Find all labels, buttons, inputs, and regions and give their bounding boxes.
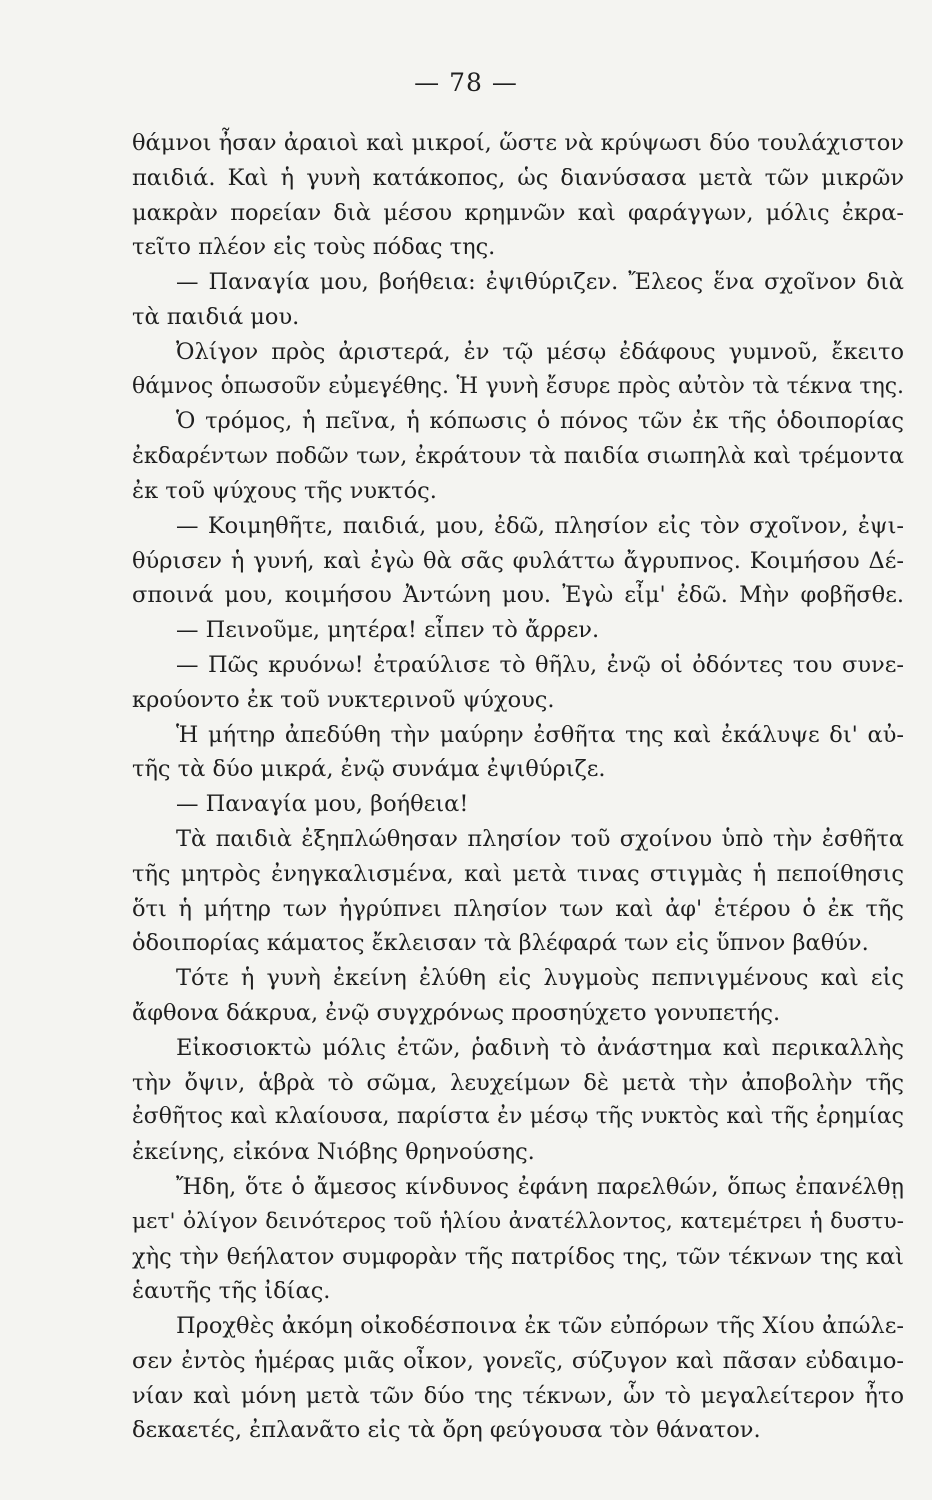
text-line: ἐκ τοῦ ψύχους τῆς νυκτός. bbox=[132, 477, 437, 504]
text-line: τῆς μητρὸς ἐνηγκαλισμένα, καὶ μετὰ τινας στιγμὰς ἡ πεποίθησις bbox=[132, 860, 904, 887]
text-line: σεν ἐντὸς ἡμέρας μιᾶς οἶκον, γονεῖς, σύζυγον καὶ πᾶσαν εὐδαιμο- bbox=[132, 1347, 904, 1374]
page-number: — 78 — bbox=[414, 68, 518, 97]
text-line: Ὀλίγον πρὸς ἀριστερά, ἐν τῷ μέσῳ ἐδάφους γυμνοῦ, ἔκειτο bbox=[176, 338, 904, 365]
text-line: παιδιά. Καὶ ἡ γυνὴ κατάκοπος, ὡς διανύσασα μετὰ τῶν μικρῶν bbox=[132, 164, 904, 191]
text-line: νίαν καὶ μόνη μετὰ τῶν δύο της τέκνων, ὧν τὸ μεγαλείτερον ἦτο bbox=[132, 1382, 904, 1409]
text-line: Ὁ τρόμος, ἡ πεῖνα, ἡ κόπωσις ὁ πόνος τῶν ἐκ τῆς ὁδοιπορίας bbox=[176, 408, 904, 435]
text-line: θάμνοι ἦσαν ἀραιοὶ καὶ μικροί, ὥστε νὰ κρύψωσι δύο τουλάχιστον bbox=[132, 130, 904, 156]
text-line: μετ' ὀλίγον δεινότερος τοῦ ἡλίου ἀνατέλλοντος, κατεμέτρει ἡ δυστυ- bbox=[132, 1208, 904, 1234]
text-line: Ἡ μήτηρ ἀπεδύθη τὴν μαύρην ἐσθῆτα της καὶ ἐκάλυψε δι' αὐ- bbox=[176, 721, 904, 748]
text-line: θάμνος ὁπωσοῦν εὐμεγέθης. Ἡ γυνὴ ἔσυρε πρὸς αὐτὸν τὰ τέκνα της. bbox=[132, 373, 904, 399]
text-line: ἐκδαρέντων ποδῶν των, ἐκράτουν τὰ παιδία σιωπηλὰ καὶ τρέμοντα bbox=[132, 443, 904, 470]
text-line: ἐσθῆτος καὶ κλαίουσα, παρίστα ἐν μέσῳ τῆς νυκτὸς καὶ τῆς ἐρημίας bbox=[132, 1104, 904, 1130]
body-text bbox=[132, 126, 904, 1448]
text-line: Ἤδη, ὅτε ὁ ἄμεσος κίνδυνος ἐφάνη παρελθών, ὅπως ἐπανέλθῃ bbox=[176, 1173, 904, 1200]
text-line: ἄφθονα δάκρυα, ἐνῷ συγχρόνως προσηύχετο γονυπετής. bbox=[132, 999, 781, 1026]
text-line: ἑαυτῆς τῆς ἰδίας. bbox=[132, 1278, 331, 1305]
text-line: τὰ παιδιά μου. bbox=[132, 303, 300, 330]
text-line: χὴς τὴν θεήλατον συμφορὰν τῆς πατρίδος της, τῶν τέκνων της καὶ bbox=[132, 1243, 904, 1270]
text-line: τῆς τὰ δύο μικρά, ἐνῷ συνάμα ἐψιθύριζε. bbox=[132, 756, 606, 783]
text-line: σποινά μου, κοιμήσου Ἀντώνη μου. Ἐγὼ εἶμ' ἐδῶ. Μὴν φοβῆσθε. bbox=[132, 582, 904, 609]
text-line: ἐκείνης, εἰκόνα Νιόβης θρηνούσης. bbox=[132, 1139, 535, 1166]
text-line: — Πῶς κρυόνω! ἐτραύλισε τὸ θῆλυ, ἐνῷ οἱ ὀδόντες του συνε- bbox=[176, 651, 904, 678]
text-line: Εἰκοσιοκτὼ μόλις ἐτῶν, ῥαδινὴ τὸ ἀνάστημα καὶ περικαλλὴς bbox=[176, 1034, 904, 1061]
text-line: κρούοντο ἐκ τοῦ νυκτερινοῦ ψύχους. bbox=[132, 686, 555, 713]
text-line: ὁδοιπορίας κάματος ἔκλεισαν τὰ βλέφαρά των εἰς ὕπνον βαθύν. bbox=[132, 930, 869, 957]
text-line: Προχθὲς ἀκόμη οἰκοδέσποινα ἐκ τῶν εὐπόρων τῆς Χίου ἀπώλε- bbox=[176, 1313, 904, 1340]
text-line: μακρὰν πορείαν διὰ μέσου κρημνῶν καὶ φαράγγων, μόλις ἐκρα- bbox=[132, 199, 904, 226]
text-line: δεκαετές, ἐπλανᾶτο εἰς τὰ ὄρη φεύγουσα τὸν θάνατον. bbox=[132, 1417, 761, 1444]
text-line: — Πεινοῦμε, μητέρα! εἶπεν τὸ ἄρρεν. bbox=[176, 617, 600, 644]
text-line: τεῖτο πλέον εἰς τοὺς πόδας της. bbox=[132, 234, 496, 261]
text-line: Τότε ἡ γυνὴ ἐκείνη ἐλύθη εἰς λυγμοὺς πεπνιγμένους καὶ εἰς bbox=[176, 965, 904, 992]
text-line: ὅτι ἡ μήτηρ των ἠγρύπνει πλησίον των καὶ ἀφ' ἑτέρου ὁ ἐκ τῆς bbox=[132, 895, 904, 922]
text-line: θύρισεν ἡ γυνή, καὶ ἐγὼ θὰ σᾶς φυλάττω ἄγρυπνος. Κοιμήσου Δέ- bbox=[132, 547, 904, 574]
text-line: τὴν ὄψιν, ἁβρὰ τὸ σῶμα, λευχείμων δὲ μετὰ τὴν ἀποβολὴν τῆς bbox=[132, 1069, 904, 1096]
text-line: — Παναγία μου, βοήθεια! bbox=[176, 791, 469, 818]
text-line: — Παναγία μου, βοήθεια: ἐψιθύριζεν. Ἔλεος ἕνα σχοῖνον διὰ bbox=[176, 269, 904, 296]
text-line: — Κοιμηθῆτε, παιδιά, μου, ἐδῶ, πλησίον εἰς τὸν σχοῖνον, ἐψι- bbox=[176, 512, 904, 539]
text-line: Τὰ παιδιὰ ἐξηπλώθησαν πλησίον τοῦ σχοίνου ὑπὸ τὴν ἐσθῆτα bbox=[176, 825, 904, 852]
